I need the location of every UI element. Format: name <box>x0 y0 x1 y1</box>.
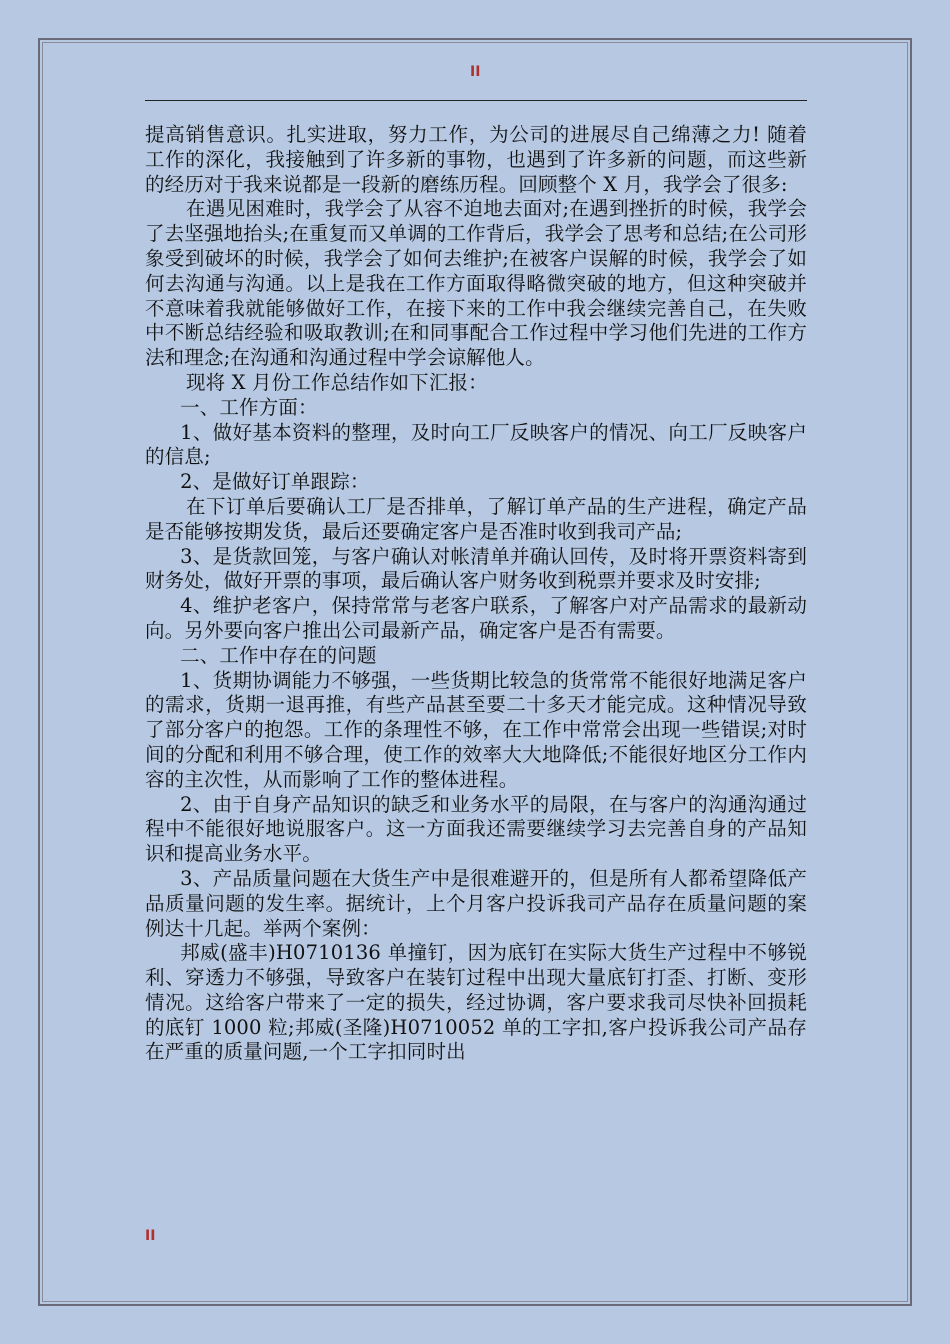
paragraph-intro: 提高销售意识。扎实进取，努力工作，为公司的进展尽自己绵薄之力! 随着工作的深化，我接触到了许多新的事物，也遇到了许多新的问题，而这些新的经历对于我来说都是一段新的磨练历程。回顾整个 X 月，我学会了很多: <box>145 123 807 196</box>
paragraph-order-tracking: 在下订单后要确认工厂是否排单，了解订单产品的生产进程，确定产品是否能够按期发货，最后还要确定客户是否准时收到我司产品; <box>145 494 807 543</box>
list-item-2: 2、是做好订单跟踪： <box>180 470 370 494</box>
section-heading-work: 一、工作方面： <box>180 395 318 419</box>
list-item-1: 1、做好基本资料的整理，及时向工厂反映客户的情况、向工厂反映客户的信息; <box>145 420 807 469</box>
paragraph-lessons: 在遇见困难时，我学会了从容不迫地去面对;在遇到挫折的时候，我学会了去坚强地抬头;在重复而又单调的工作背后，我学会了思考和总结;在公司形象受到破坏的时候，我学会了如何去维护;在被客户误解的时候，我学会了如何去沟通与沟通。以上是我在工作方面取得略微突破的地方，但这种突破并不意味着我就能够做好工作，在接下来的工作中我会继续完善自己，在失败中不断总结经验和吸取教训;在和同事配合工作过程中学习他们先进的工作方法和理念;在沟通和沟通过程中学会谅解他人。 <box>145 197 807 370</box>
problem-item-3: 3、产品质量问题在大货生产中是很难避开的，但是所有人都希望降低产品质量问题的发生率。据统计，上个月客户投诉我司产品存在质量问题的案例达十几起。举两个案例： <box>145 866 807 940</box>
section-heading-problems: 二、工作中存在的问题 <box>180 643 377 667</box>
list-item-3: 3、是货款回笼，与客户确认对帐清单并确认回传，及时将开票资料寄到财务处，做好开票的事项，最后确认客户财务收到税票并要求及时安排; <box>145 544 807 593</box>
problem-item-2: 2、由于自身产品知识的缺乏和业务水平的局限，在与客户的沟通沟通过程中不能很好地说服客户。这一方面我还需要继续学习去完善自身的产品知识和提高业务水平。 <box>145 792 807 866</box>
problem-item-1: 1、货期协调能力不够强，一些货期比较急的货常常不能很好地满足客户的需求，货期一退再推，有些产品甚至要二十多天才能完成。这种情况导致了部分客户的抱怨。工作的条理性不够，在工作中常常会出现一些错误;对时间的分配和利用不够合理，使工作的效率大大地降低;不能很好地区分工作内容的主次性，从而影响了工作的整体进程。 <box>145 668 807 791</box>
paragraph-report-intro: 现将 X 月份工作总结作如下汇报： <box>185 370 488 394</box>
document-body <box>145 123 807 1065</box>
footer-mark: II <box>145 1228 156 1244</box>
header-divider <box>145 100 807 101</box>
header-mark: II <box>470 64 481 80</box>
paragraph-case-study: 邦威(盛丰)H0710136 单撞钉，因为底钉在实际大货生产过程中不够锐利、穿透力不够强，导致客户在装钉过程中出现大量底钉打歪、打断、变形情况。这给客户带来了一定的损失，经过协调，客户要求我司尽快补回损耗的底钉 1000 粒;邦威(圣隆)H0710052 单的工字扣,客户投诉我公司产品存在严重的质量问题,一个工字扣同时出 <box>145 941 807 1064</box>
list-item-4: 4、维护老客户，保持常常与老客户联系，了解客户对产品需求的最新动向。另外要向客户推出公司最新产品，确定客户是否有需要。 <box>145 594 807 642</box>
